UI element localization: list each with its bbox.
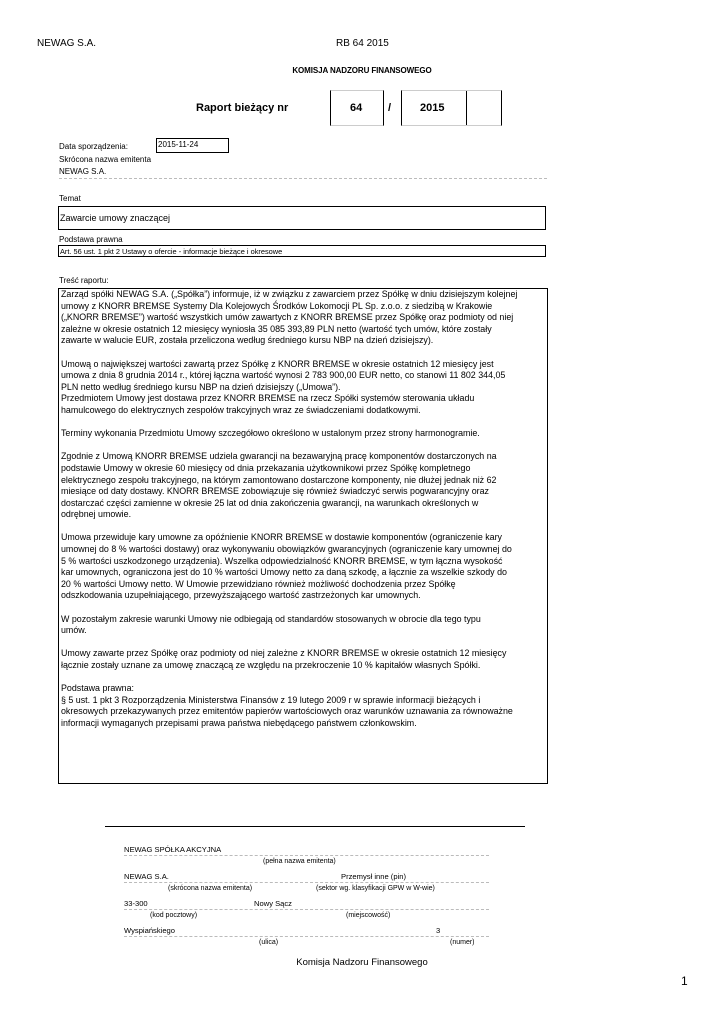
footer-street-label: (ulica) bbox=[259, 939, 279, 946]
content-line: dostarczać części zamienne w okresie 25 lat od dnia zakończenia gwarancji, na warunkach określonych w bbox=[61, 497, 479, 508]
footer-short-name-label: (skrócona nazwa emitenta) bbox=[168, 885, 253, 892]
page-number: 1 bbox=[681, 974, 688, 988]
footer-rule bbox=[105, 826, 525, 827]
content-line: miesiące od daty dostawy. KNORR BREMSE zobowiązuje się również świadczyć serwis pogwarancyjny oraz bbox=[61, 486, 489, 497]
topic-label: Temat bbox=[59, 194, 81, 203]
paragraph-gap bbox=[59, 602, 547, 614]
content-line: odszkodowania uzupełniającego, przewyższającego wartość zastrzeżonych kar umownych. bbox=[61, 590, 421, 601]
footer-number-label: (numer) bbox=[450, 939, 475, 946]
footer-postal-code: 33-300 bbox=[124, 899, 148, 908]
paragraph-gap bbox=[59, 347, 547, 359]
footer-sector-label: (sektor wg. klasyfikacji GPW w W-wie) bbox=[316, 885, 435, 892]
header-report-ref: RB 64 2015 bbox=[336, 38, 389, 49]
content-line: Terminy wykonania Przedmiotu Umowy szczegółowo określono w ustalonym przez strony harmonogramie. bbox=[61, 428, 480, 439]
report-year: 2015 bbox=[420, 102, 445, 114]
short-name-value: NEWAG S.A. bbox=[59, 167, 107, 176]
footer-city-label: (miejscowość) bbox=[346, 912, 391, 919]
footer-street: Wyspiańskiego bbox=[124, 926, 176, 935]
content-line: podstawie Umowy w okresie 60 miesięcy od dnia przekazania użytkownikowi przez Spółkę kompletnego bbox=[61, 462, 471, 473]
content-line: kar umownych, ograniczona jest do 10 % wartości Umowy netto za daną szkodę, a łącznie za wszelkie szkody do bbox=[61, 567, 507, 578]
footer-postal-label: (kod pocztowy) bbox=[150, 912, 198, 919]
report-content bbox=[58, 288, 548, 784]
content-line: odrębnej umowie. bbox=[61, 509, 132, 520]
date-value: 2015-11-24 bbox=[156, 138, 229, 153]
paragraph-gap bbox=[59, 440, 547, 452]
topic-value: Zawarcie umowy znaczącej bbox=[58, 206, 546, 230]
divider bbox=[59, 178, 547, 179]
report-extra-box bbox=[465, 90, 502, 126]
content-line: informacji wymaganych przepisami prawa państwa niebędącego państwem członkowskim. bbox=[61, 717, 417, 728]
legal-basis-value: Art. 56 ust. 1 pkt 2 Ustawy o ofercie - informacje bieżące i okresowe bbox=[58, 245, 546, 257]
content-line: Umową o największej wartości zawartą przez Spółkę z KNORR BREMSE w okresie ostatnich 12 miesięcy jest bbox=[61, 358, 494, 369]
content-line: 5 % wartości uszkodzonego urządzenia). Wszelka odpowiedzialność KNORR BREMSE, w tym łączna wysokość bbox=[61, 555, 503, 566]
report-number: 64 bbox=[350, 102, 363, 114]
paragraph-gap bbox=[59, 417, 547, 429]
footer-full-name: NEWAG SPÓŁKA AKCYJNA bbox=[124, 845, 222, 854]
content-line: hamulcowego do elektrycznych zespołów trakcyjnych wraz ze świadczeniami dodatkowymi. bbox=[61, 404, 421, 415]
content-line: Podstawa prawna: bbox=[61, 683, 135, 694]
report-separator: / bbox=[388, 102, 392, 114]
short-name-label: Skrócona nazwa emitenta bbox=[59, 155, 152, 164]
date-label: Data sporządzenia: bbox=[59, 142, 128, 151]
footer-line bbox=[124, 855, 489, 856]
content-line: Przedmiotem Umowy jest dostawa przez KNORR BREMSE na rzecz Spółki systemów sterowania układu bbox=[61, 393, 475, 404]
content-line: umów. bbox=[61, 625, 87, 636]
footer-line bbox=[124, 909, 489, 910]
content-line: łącznie zostały uznane za umowę znaczącą ze względu na przekroczenie 10 % kapitałów własnych Spółki. bbox=[61, 660, 481, 670]
footer-line bbox=[124, 882, 489, 883]
content-line: Zgodnie z Umową KNORR BREMSE udziela gwarancji na bezawaryjną pracę komponentów dostarczonych na bbox=[61, 451, 497, 462]
content-line: okresowych przekazywanych przez emitentów papierów wartościowych oraz warunków uznawania za równoważne bbox=[61, 706, 513, 717]
paragraph-gap bbox=[59, 521, 547, 533]
report-label: Raport bieżący nr bbox=[196, 102, 289, 114]
content-line: („KNORR BREMSE”) wartość wszystkich umów zawartych z KNORR BREMSE przez Spółkę oraz podmioty od niej bbox=[61, 312, 514, 323]
content-line: umowy z KNORR BREMSE Systemy Dla Kolejowych Środków Lokomocji PL Sp. z.o.o. z siedzibą w Krakowie bbox=[61, 300, 493, 311]
footer-line bbox=[124, 936, 489, 937]
footer-caption: Komisja Nadzoru Finansowego bbox=[296, 957, 428, 968]
content-line: PLN netto według średniego kursu NBP na dzień dzisiejszy („Umowa”). bbox=[61, 381, 341, 392]
content-label: Treść raportu: bbox=[59, 276, 109, 285]
content-line: zależne w okresie ostatnich 12 miesięcy wyniosła 35 085 393,89 PLN netto (wartość tych umów, które zostały bbox=[61, 323, 492, 334]
footer-sector: Przemysł inne (pin) bbox=[341, 872, 406, 881]
document-title: KOMISJA NADZORU FINANSOWEGO bbox=[292, 66, 432, 75]
content-line: Umowa przewiduje kary umowne za opóźnienie KNORR BREMSE w dostawie komponentów (ograniczenie kary bbox=[61, 532, 502, 543]
footer-number: 3 bbox=[436, 926, 441, 935]
content-line: Zarząd spółki NEWAG S.A. („Spółka”) informuje, iż w związku z zawarciem przez Spółkę w dniu dzisiejszym kolejnej bbox=[61, 289, 518, 299]
content-line: Umowy zawarte przez Spółkę oraz podmioty od niej zależne z KNORR BREMSE w okresie ostatnich 12 miesięcy bbox=[61, 648, 507, 659]
legal-basis-label: Podstawa prawna bbox=[59, 235, 123, 244]
content-line: § 5 ust. 1 pkt 3 Rozporządzenia Ministerstwa Finansów z 19 lutego 2009 r w sprawie informacji bieżących i bbox=[61, 694, 481, 705]
paragraph-gap bbox=[59, 637, 547, 649]
content-line: umowa z dnia 8 grudnia 2014 r., której łączna wartość wynosi 2 783 900,00 EUR netto, co stanowi 11 802 344,05 bbox=[61, 370, 506, 381]
content-line: umownej do 8 % wartości dostawy) oraz wykonywaniu obowiązków gwarancyjnych (ograniczenie kary umownej do bbox=[61, 544, 512, 555]
content-line: elektrycznego zespołu trakcyjnego, na którym zamontowano dostarczone komponenty, nie dłużej jednak niż 62 bbox=[61, 474, 497, 485]
content-line: 20 % wartości Umowy netto. W Umowie przewidziano również możliwość dochodzenia przez Spółkę bbox=[61, 578, 456, 589]
content-line: zawarte w walucie EUR, została przeliczona według średniego kursu NBP na dzień dzisiejszy). bbox=[61, 335, 434, 346]
paragraph-gap bbox=[59, 672, 547, 684]
content-line: W pozostałym zakresie warunki Umowy nie odbiegają od standardów stosowanych w obrocie dla tego typu bbox=[61, 613, 481, 624]
header-company: NEWAG S.A. bbox=[37, 38, 97, 49]
footer-short-name: NEWAG S.A. bbox=[124, 872, 169, 881]
footer-city: Nowy Sącz bbox=[254, 899, 292, 908]
footer-full-name-label: (pełna nazwa emitenta) bbox=[263, 858, 336, 865]
